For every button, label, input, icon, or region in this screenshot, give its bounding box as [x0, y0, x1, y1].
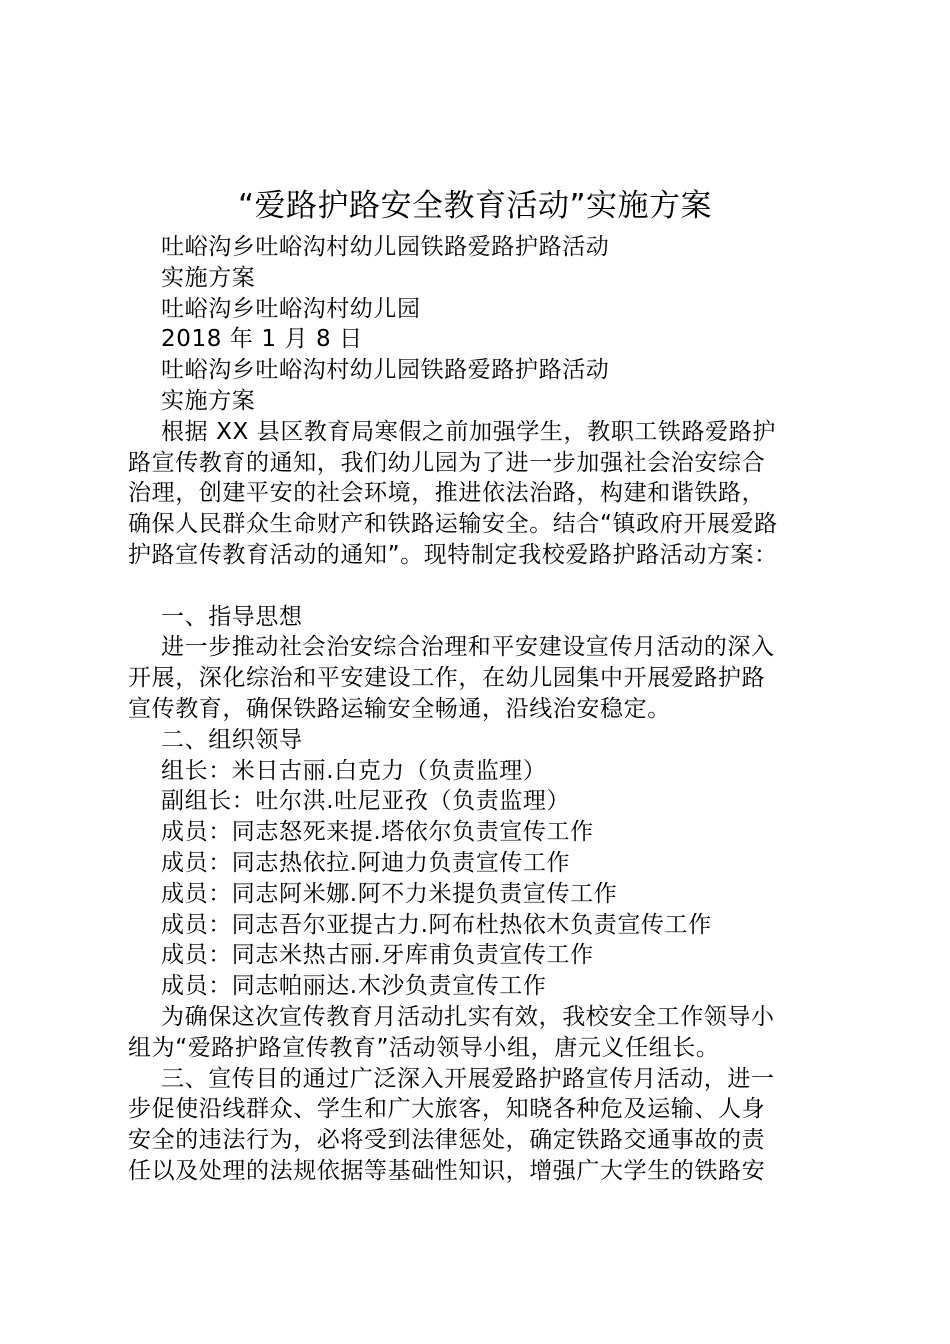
section-heading: 二、组织领导 — [161, 726, 303, 753]
paragraph-line: 宣传教育，确保铁路运输安全畅通，沿线治安稳定。 — [128, 695, 671, 722]
member-line: 副组长：吐尔洪.吐尼亚孜（负责监理） — [161, 788, 571, 815]
intro-line: 治理，创建平安的社会环境，推进依法治路，构建和谐铁路， — [128, 480, 766, 507]
paragraph-line: 安全的违法行为，必将受到法律惩处，确定铁路交通事故的责 — [128, 1127, 766, 1154]
paragraph-line: 为确保这次宣传教育月活动扎实有效，我校安全工作领导小 — [161, 1003, 775, 1030]
paragraph-line: 任以及处理的法规依据等基础性知识，增强广大学生的铁路安 — [128, 1157, 766, 1184]
blank-line — [128, 571, 834, 602]
paragraph-line: 开展，深化综治和平安建设工作，在幼儿园集中开展爱路护路 — [128, 665, 766, 692]
intro-line: 护路宣传教育活动的通知”。现特制定我校爱路护路活动方案： — [128, 541, 778, 568]
member-line: 组长：米日古丽.白克力（负责监理） — [161, 757, 547, 784]
member-line: 成员：同志阿米娜.阿不力米提负责宣传工作 — [161, 880, 618, 907]
document-body — [128, 232, 834, 1187]
header-line: 吐峪沟乡吐峪沟村幼儿园 — [161, 295, 421, 322]
intro-line: 确保人民群众生命财产和铁路运输安全。结合“镇政府开展爱路 — [128, 511, 778, 538]
document-title: “爱路护路安全教育活动”实施方案 — [237, 188, 713, 224]
header-date: 2018 年 1 月 8 日 — [161, 326, 363, 353]
header-line: 吐峪沟乡吐峪沟村幼儿园铁路爱路护路活动 — [161, 234, 610, 260]
member-line: 成员：同志怒死来提.塔依尔负责宣传工作 — [161, 819, 594, 846]
intro-line: 路宣传教育的通知，我们幼儿园为了进一步加强社会治安综合 — [128, 449, 766, 476]
member-line: 成员：同志米热古丽.牙库甫负责宣传工作 — [161, 942, 594, 969]
header-line: 实施方案 — [161, 387, 256, 414]
member-line: 成员：同志吾尔亚提古力.阿布杜热依木负责宣传工作 — [161, 911, 712, 938]
paragraph-line: 进一步推动社会治安综合治理和平安建设宣传月活动的深入 — [161, 634, 775, 661]
intro-line: 根据 XX 县区教育局寒假之前加强学生，教职工铁路爱路护 — [161, 418, 776, 445]
header-line: 实施方案 — [161, 264, 256, 291]
paragraph-line: 步促使沿线群众、学生和广大旅客，知晓各种危及运输、人身 — [128, 1096, 766, 1123]
header-line: 吐峪沟乡吐峪沟村幼儿园铁路爱路护路活动 — [161, 357, 610, 384]
section-heading: 一、指导思想 — [161, 603, 303, 630]
paragraph-line: 三、宣传目的通过广泛深入开展爱路护路宣传月活动，进一 — [161, 1065, 775, 1092]
member-line: 成员：同志热依拉.阿迪力负责宣传工作 — [161, 849, 571, 876]
paragraph-line: 组为“爱路护路宣传教育”活动领导小组，唐元义任组长。 — [128, 1034, 720, 1061]
member-line: 成员：同志帕丽达.木沙负责宣传工作 — [161, 973, 547, 1000]
